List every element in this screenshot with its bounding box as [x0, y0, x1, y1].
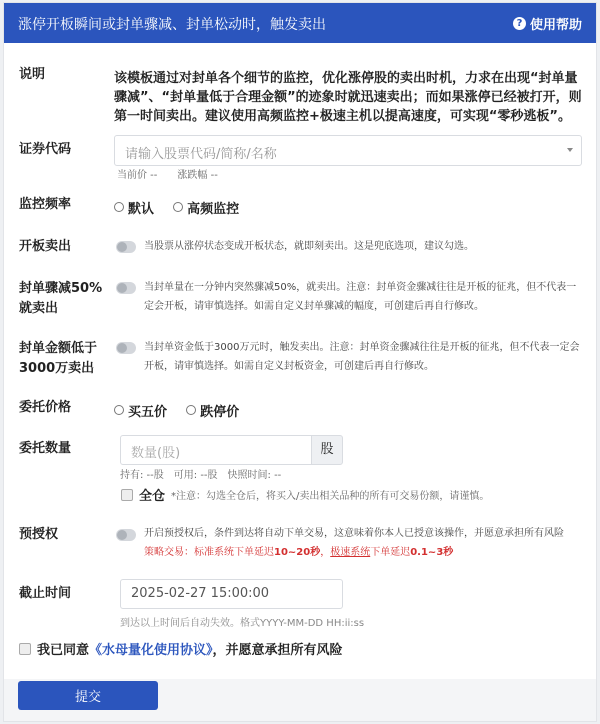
available: 可用: --股 — [173, 470, 218, 481]
agreement-link[interactable]: 《水母量化使用协议》 — [89, 643, 213, 658]
qty-unit: 股 — [311, 435, 343, 465]
code-label: 证券代码 — [19, 142, 72, 157]
change-percent: 涨跌幅 -- — [177, 170, 218, 181]
header — [4, 3, 596, 43]
desc-label: 说明 — [19, 67, 46, 82]
footer — [4, 679, 596, 721]
amount-sell-note: 当封单资金低于3000万元时，触发卖出。注意：封单资金骤减往往是开板的征兆，但不代表一定会开板，请审慎选择。如需自定义封板资金，可创建后再自行修改。 — [144, 342, 580, 372]
radio-high-freq[interactable]: 高频监控 — [173, 198, 239, 217]
open-sell-toggle[interactable] — [116, 241, 136, 253]
fast-system-link[interactable]: 极速系统 — [330, 547, 371, 558]
radio-default[interactable]: 默认 — [114, 198, 154, 217]
agree-text: 我已同意 — [37, 643, 90, 658]
deadline-label: 截止时间 — [19, 586, 72, 601]
help-label: 使用帮助 — [529, 18, 582, 33]
open-sell-note: 当股票从涨停状态变成开板状态，就即刻卖出。这是兜底选项，建议勾选。 — [144, 241, 474, 252]
preauth-toggle[interactable] — [116, 529, 136, 541]
help-link[interactable] — [513, 14, 582, 33]
radio-limit-down[interactable]: 跌停价 — [186, 401, 239, 420]
page-title: 涨停开板瞬间或封单骤减、封单松动时，触发卖出 — [18, 17, 326, 33]
price-label: 委托价格 — [19, 400, 72, 415]
full-position-note: *注意：勾选全仓后，将买入/卖出相关品种的所有可交易份额，请谨慎。 — [171, 491, 490, 502]
deadline-hint: 到达以上时间后自动失效。格式YYYY-MM-DD HH:ii:ss — [120, 618, 365, 629]
stock-code-select[interactable] — [114, 135, 582, 166]
submit-button[interactable]: 提交 — [18, 681, 158, 710]
amount-sell-label: 封单金额低于 3000万卖出 — [19, 341, 98, 376]
drop-sell-note: 当封单量在一分钟内突然骤减50%，就卖出。注意：封单资金骤减往往是开板的征兆，但不代表一定会开板，请审慎选择。如需自定义封单骤减的幅度，可创建后再自行修改。 — [144, 282, 577, 312]
amount-sell-toggle[interactable] — [116, 342, 136, 354]
current-price: 当前价 -- — [117, 170, 158, 181]
strategy-card — [3, 2, 597, 722]
stock-code-placeholder: 请输入股票代码/简称/名称 — [125, 147, 277, 162]
deadline-input[interactable]: 2025-02-27 15:00:00 — [120, 579, 343, 609]
radio-buy-five[interactable]: 买五价 — [114, 401, 167, 420]
agree-checkbox[interactable] — [19, 643, 31, 655]
drop-sell-label: 封单骤减50% 就卖出 — [19, 281, 103, 316]
qty-input[interactable]: 数量(股) — [120, 435, 312, 465]
preauth-latency: 策略交易：标准系统下单延迟10~20秒，极速系统下单延迟0.1~3秒 — [144, 547, 454, 558]
preauth-label: 预授权 — [19, 527, 59, 542]
description: 该模板通过对封单各个细节的监控，优化涨停股的卖出时机，力求在出现“封单量骤减”、“封单量低于合理金额”的迹象时就迅速卖出；而如果涨停已经被打开，则第一时间卖出。建议使用高频监控+极速主机以提高速度，可实现“零秒逃板”。 — [114, 71, 582, 124]
full-position-label: 全仓 — [139, 489, 166, 504]
holding: 持有: --股 — [120, 470, 164, 481]
preauth-note: 开启预授权后，条件到达将自动下单交易，这意味着你本人已授意该操作，并愿意承担所有风险 — [144, 528, 564, 539]
agree-risk-text: ，并愿意承担所有风险 — [212, 643, 343, 658]
open-sell-label: 开板卖出 — [19, 239, 72, 254]
freq-label: 监控频率 — [19, 197, 72, 212]
drop-sell-toggle[interactable] — [116, 282, 136, 294]
chevron-down-icon — [567, 148, 573, 152]
question-icon: ? — [513, 17, 526, 30]
snapshot-time: 快照时间: -- — [227, 470, 282, 481]
full-position-checkbox[interactable] — [121, 489, 133, 501]
qty-label: 委托数量 — [19, 441, 72, 456]
